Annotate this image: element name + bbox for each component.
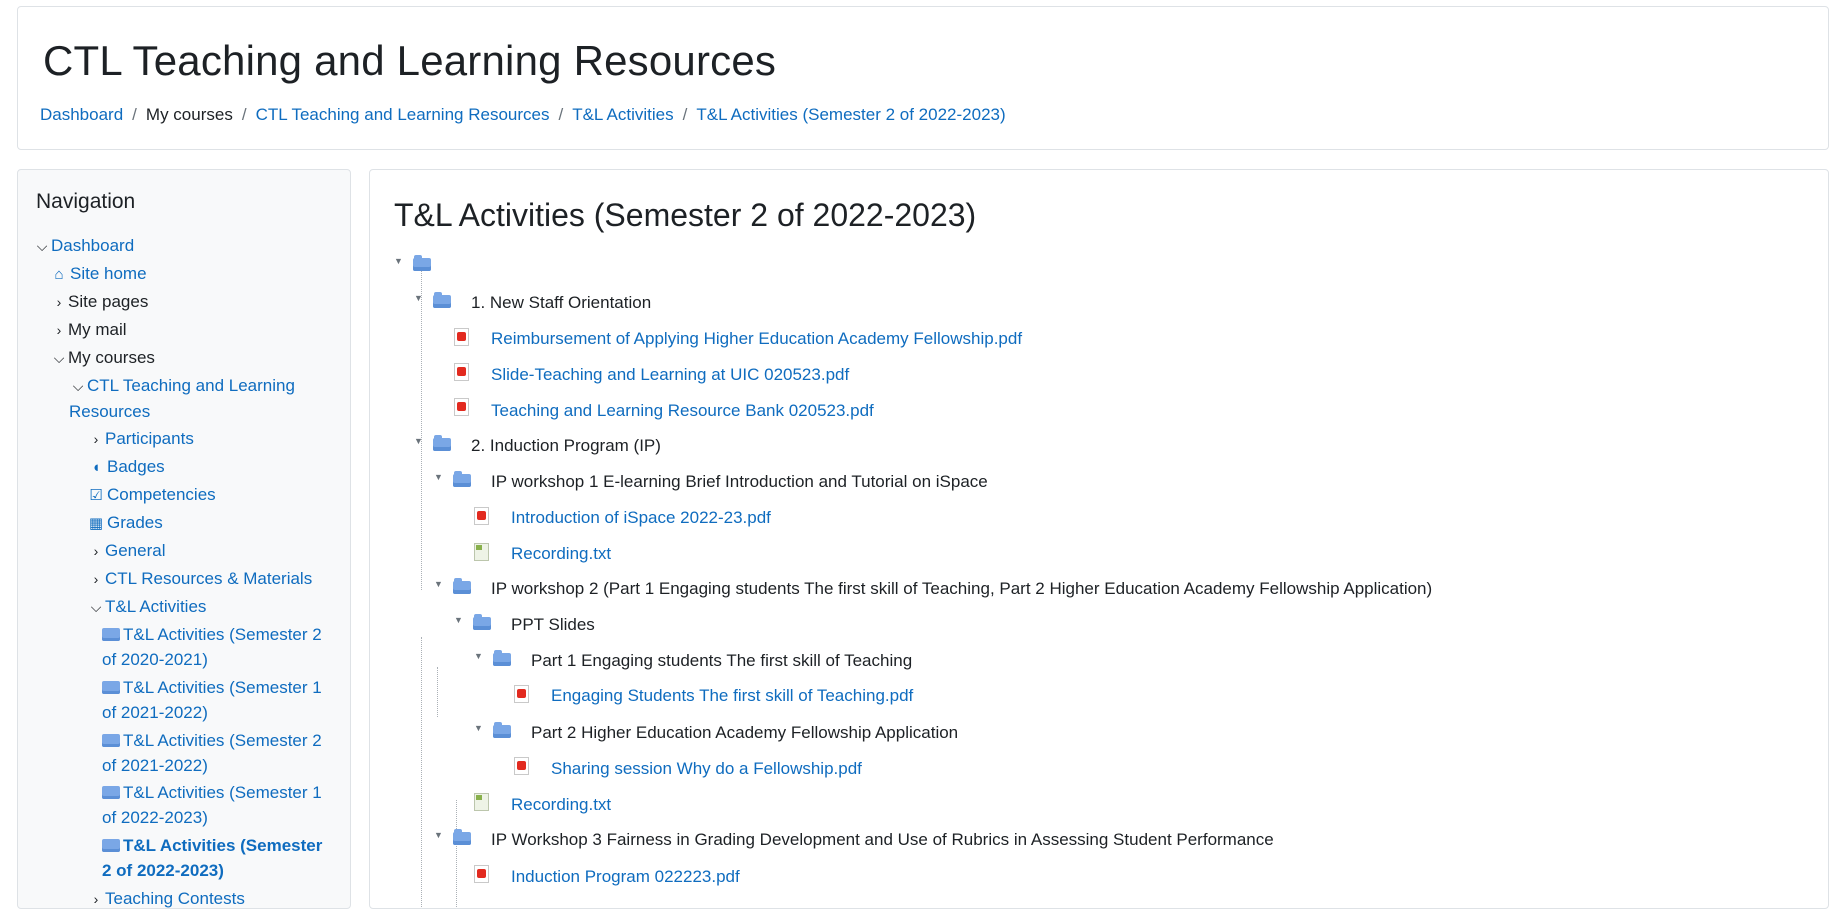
nav-competencies-link[interactable]: Competencies [107,485,216,504]
nav-badges-link[interactable]: Badges [107,457,165,476]
page-header [17,6,1829,150]
folder-label: 1. New Staff Orientation [471,293,652,312]
breadcrumb-my-courses: My courses [145,105,233,124]
tree-connector [437,667,438,717]
folder-icon [102,734,120,747]
file-link[interactable]: Engaging Students The first skill of Teaching.pdf [551,686,914,705]
file-link[interactable]: Reimbursement of Applying Higher Education Academy Fellowship.pdf [491,329,1023,348]
breadcrumb-separator: / [132,105,137,124]
folder-icon [473,617,491,630]
nav-item-sem2-2021[interactable] [102,728,334,778]
folder-label: Part 2 Higher Education Academy Fellowship Application [531,723,959,742]
pdf-icon [474,507,489,525]
nav-item-sem2-2020[interactable] [102,622,334,672]
page-title: CTL Teaching and Learning Resources [43,37,777,84]
nav-item-my-courses[interactable] [50,345,155,371]
folder-icon [453,581,471,594]
nav-site-home-link[interactable]: Site home [70,264,147,283]
file-link[interactable]: Teaching and Learning Resource Bank 020523.pdf [491,401,874,420]
folder-icon [102,681,120,694]
nav-item-site-pages[interactable] [50,289,148,315]
folder-icon [453,832,471,845]
folder-icon [493,653,511,666]
folder-label: IP workshop 2 (Part 1 Engaging students The first skill of Teaching, Part 2 Higher Education Academy Fellowship Application) [491,579,1433,598]
file-link[interactable]: Slide-Teaching and Learning at UIC 020523.pdf [491,365,850,384]
collapse-triangle-icon[interactable]: ▼ [414,293,423,303]
nav-sem2-2020-link[interactable]: T&L Activities (Semester 2 of 2020-2021) [102,625,322,669]
chevron-down-icon[interactable]: ⌵ [36,238,48,254]
folder-icon [102,839,120,852]
folder-icon [102,628,120,641]
nav-item-ctl-resources[interactable] [87,566,312,592]
nav-item-dashboard[interactable] [33,233,134,259]
nav-my-mail-label[interactable]: My mail [68,320,127,339]
nav-item-competencies[interactable] [87,482,216,508]
home-icon: ⌂ [54,266,64,283]
breadcrumb-separator: / [682,105,688,124]
breadcrumb-tl-activities[interactable]: T&L Activities [572,105,674,124]
collapse-triangle-icon[interactable]: ▼ [474,651,483,661]
pdf-icon [454,398,469,416]
tree-connector [421,268,422,590]
nav-item-grades[interactable] [87,510,163,536]
pdf-icon [454,363,469,381]
navigation-title: Navigation [36,190,136,213]
breadcrumb-dashboard[interactable]: Dashboard [40,105,124,124]
nav-ctl-resources-link[interactable]: CTL Resources & Materials [105,569,313,588]
collapse-triangle-icon[interactable]: ▼ [454,615,463,625]
folder-icon [413,258,431,271]
chevron-right-icon[interactable]: › [93,571,99,587]
breadcrumb-separator: / [241,105,247,124]
file-link[interactable]: Induction Program 022223.pdf [511,867,740,886]
pdf-icon [514,757,529,775]
collapse-triangle-icon[interactable]: ▼ [434,579,443,589]
breadcrumb-current-folder[interactable]: T&L Activities (Semester 2 of 2022-2023) [696,105,1006,124]
nav-item-participants[interactable] [87,426,194,452]
nav-general-link[interactable]: General [105,541,166,560]
chevron-down-icon[interactable]: ⌵ [72,378,84,394]
chevron-right-icon[interactable]: › [93,891,99,907]
nav-item-tl-activities[interactable] [87,594,206,620]
nav-item-course[interactable] [69,373,309,424]
text-file-icon [474,793,489,811]
main-content [369,169,1829,909]
nav-sem1-2021-link[interactable]: T&L Activities (Semester 1 of 2021-2022) [102,678,322,722]
folder-icon [453,474,471,487]
folder-label: PPT Slides [511,615,595,634]
tree-connector [421,637,422,909]
pdf-icon [514,685,529,703]
folder-icon [433,438,451,451]
chevron-right-icon[interactable]: › [56,294,62,310]
folder-label: IP workshop 1 E-learning Brief Introduction and Tutorial on iSpace [491,472,988,491]
folder-label: IP Workshop 3 Fairness in Grading Development and Use of Rubrics in Assessing Student Performance [491,830,1274,849]
nav-grades-link[interactable]: Grades [107,513,163,532]
nav-sem1-2022-link[interactable]: T&L Activities (Semester 1 of 2022-2023) [102,783,322,827]
nav-item-my-mail[interactable] [50,317,127,343]
collapse-triangle-icon[interactable]: ▼ [394,256,403,266]
collapse-triangle-icon[interactable]: ▼ [434,830,443,840]
chevron-down-icon[interactable]: ⌵ [90,599,102,615]
chevron-down-icon[interactable]: ⌵ [53,350,65,366]
chevron-right-icon[interactable]: › [56,322,62,338]
nav-sem2-2021-link[interactable]: T&L Activities (Semester 2 of 2021-2022) [102,731,322,775]
text-file-icon [474,543,489,561]
breadcrumb [40,105,1006,125]
breadcrumb-separator: / [558,105,564,124]
nav-item-general[interactable] [87,538,165,564]
pdf-icon [474,865,489,883]
nav-item-sem2-2022[interactable] [102,833,334,883]
file-link[interactable]: Introduction of iSpace 2022-23.pdf [511,508,771,527]
nav-item-badges[interactable] [87,454,165,480]
breadcrumb-course[interactable]: CTL Teaching and Learning Resources [255,105,550,124]
chevron-right-icon[interactable]: › [93,431,99,447]
folder-title: T&L Activities (Semester 2 of 2022-2023) [394,197,977,233]
shield-icon: ◖ [91,459,101,476]
checkbox-icon: ☑ [89,487,103,504]
collapse-triangle-icon[interactable]: ▼ [474,723,483,733]
collapse-triangle-icon[interactable]: ▼ [434,472,443,482]
nav-item-site-home[interactable] [50,261,147,287]
nav-dashboard-link[interactable]: Dashboard [51,236,135,255]
file-link[interactable]: Sharing session Why do a Fellowship.pdf [551,759,862,778]
navigation-block [17,169,351,909]
nav-item-sem1-2021[interactable] [102,675,334,725]
folder-label: 2. Induction Program (IP) [471,436,661,455]
table-icon: ▦ [88,515,104,532]
folder-label: Part 1 Engaging students The first skill of Teaching [531,651,913,670]
nav-teaching-contests-link[interactable]: Teaching Contests [105,889,245,908]
chevron-right-icon[interactable]: › [93,543,99,559]
folder-icon [433,295,451,308]
file-link[interactable]: Recording.txt [511,795,612,814]
tree-connector [456,800,457,909]
nav-sem2-2022-link[interactable]: T&L Activities (Semester 2 of 2022-2023) [102,836,323,880]
nav-participants-link[interactable]: Participants [105,429,194,448]
pdf-icon [454,328,469,346]
nav-site-pages-label[interactable]: Site pages [68,292,149,311]
folder-icon [102,786,120,799]
folder-icon [493,725,511,738]
file-link[interactable]: Recording.txt [511,544,612,563]
nav-tl-activities-link[interactable]: T&L Activities [105,597,207,616]
nav-my-courses-label[interactable]: My courses [68,348,155,367]
nav-course-link[interactable]: CTL Teaching and Learning Resources [69,376,295,421]
collapse-triangle-icon[interactable]: ▼ [414,436,423,446]
nav-item-sem1-2022[interactable] [102,780,334,830]
